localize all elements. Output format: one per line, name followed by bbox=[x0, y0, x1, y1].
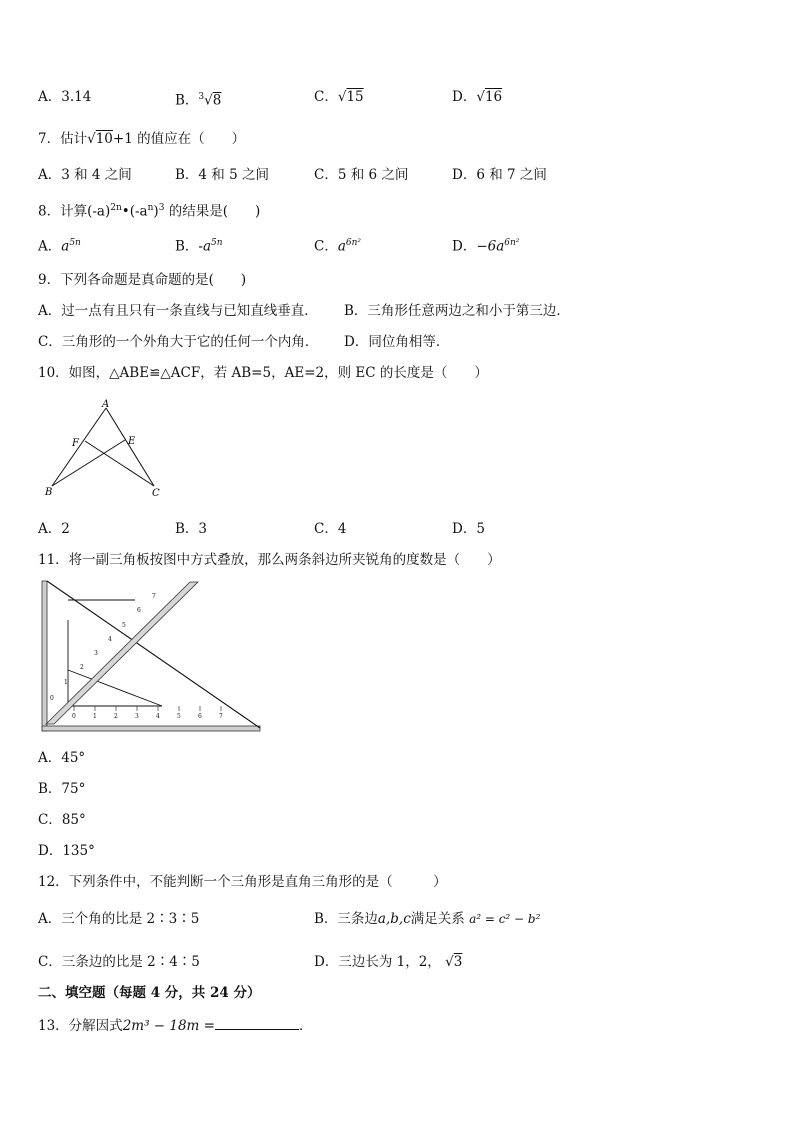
q11-tick-diag-7: 7 bbox=[152, 593, 156, 600]
q6-option-b[interactable]: B．$^3$√8 bbox=[175, 92, 222, 109]
q11-tick-bottom-0: 0 bbox=[72, 713, 76, 720]
q13-answer-blank[interactable] bbox=[215, 1015, 299, 1030]
section-title-fill-in: 二、填空题（每题 4 分，共 24 分） bbox=[38, 985, 261, 1001]
q6-option-d[interactable]: D．√16 bbox=[452, 89, 503, 105]
q11-tick-diag-2: 2 bbox=[80, 664, 84, 671]
q9-stem: 9．下列各命题是真命题的是( ) bbox=[38, 272, 247, 288]
q10-option-c[interactable]: C．4 bbox=[314, 521, 347, 537]
q9-option-d[interactable]: D．同位角相等． bbox=[344, 334, 450, 350]
q7-option-c[interactable]: C．5 和 6 之间 bbox=[314, 167, 409, 183]
q11-tick-bottom-6: 6 bbox=[198, 713, 202, 720]
q11-tick-bottom-5: 5 bbox=[177, 713, 181, 720]
q10-label-f: F bbox=[72, 438, 79, 449]
q9-option-c[interactable]: C．三角形的一个外角大于它的任何一个内角． bbox=[38, 334, 319, 350]
q11-tick-bottom-1: 1 bbox=[93, 713, 97, 720]
q6-option-c[interactable]: C．√15 bbox=[314, 89, 364, 105]
q6-option-a[interactable]: A．3.14 bbox=[38, 89, 92, 105]
q12-stem: 12．下列条件中，不能判断一个三角形是直角三角形的是（ ） bbox=[38, 874, 447, 890]
q8-option-b[interactable]: B．$-a^{5n}$ bbox=[175, 238, 223, 255]
q11-option-a[interactable]: A．45° bbox=[38, 750, 86, 766]
q11-tick-bottom-2: 2 bbox=[114, 713, 118, 720]
q13-stem: 13．分解因式2m³ − 18m = ． bbox=[38, 1015, 312, 1035]
q8-option-d[interactable]: D．$-6a^{6n^2}$ bbox=[452, 238, 520, 255]
q10-option-b[interactable]: B．3 bbox=[175, 521, 208, 537]
q8-stem: 8．计算$(-a)^{2n}•(-a^n)^3$ 的结果是( ) bbox=[38, 203, 261, 220]
q11-option-d[interactable]: D．135° bbox=[38, 843, 95, 859]
q8-option-c[interactable]: C．$a^{6n^2}$ bbox=[314, 238, 362, 255]
q11-set-squares-figure bbox=[40, 580, 264, 736]
q10-label-b: B bbox=[45, 487, 53, 498]
q10-label-e: E bbox=[128, 436, 136, 447]
q7-option-b[interactable]: B．4 和 5 之间 bbox=[175, 167, 269, 183]
q9-option-b[interactable]: B．三角形任意两边之和小于第三边． bbox=[344, 303, 570, 319]
q10-segment-be bbox=[52, 440, 125, 486]
q12-option-d[interactable]: D．三边长为 1，2， √3 bbox=[314, 954, 463, 970]
q12-option-a[interactable]: A．三个角的比是 2∶3∶5 bbox=[38, 911, 200, 927]
q11-square-left-edge bbox=[42, 581, 47, 731]
q11-option-b[interactable]: B．75° bbox=[38, 781, 86, 797]
q11-tick-diag-1: 1 bbox=[64, 679, 68, 686]
q10-side-ab bbox=[52, 408, 106, 486]
q10-label-c: C bbox=[152, 488, 160, 499]
q11-tick-bottom-3: 3 bbox=[135, 713, 139, 720]
q9-option-a[interactable]: A．过一点有且只有一条直线与已知直线垂直． bbox=[38, 303, 318, 319]
q11-stem: 11．将一副三角板按图中方式叠放，那么两条斜边所夹锐角的度数是（ ） bbox=[38, 552, 501, 568]
q11-square-bottom-edge bbox=[42, 726, 260, 731]
q11-tick-diag-6: 6 bbox=[137, 607, 141, 614]
q11-tick-diag-3: 3 bbox=[94, 650, 98, 657]
q10-segment-cf bbox=[85, 441, 154, 486]
q11-tick-bottom-4: 4 bbox=[156, 713, 160, 720]
q10-label-a: A bbox=[102, 399, 110, 410]
q7-option-a[interactable]: A．3 和 4 之间 bbox=[38, 167, 132, 183]
q12-option-c[interactable]: C．三条边的比是 2∶4∶5 bbox=[38, 954, 200, 970]
q7-option-d[interactable]: D．6 和 7 之间 bbox=[452, 167, 547, 183]
q10-stem: 10．如图，△ABE≌△ACF，若 AB=5，AE=2，则 EC 的长度是（ ） bbox=[38, 365, 488, 381]
q11-option-c[interactable]: C．85° bbox=[38, 812, 86, 828]
q10-triangle-figure bbox=[38, 396, 174, 504]
q6-b-root-index: 3 bbox=[198, 92, 205, 102]
q12-option-b[interactable]: B．三条边a,b,c满足关系 a² = c² − b² bbox=[314, 911, 541, 927]
q11-tick-diag-5: 5 bbox=[122, 622, 126, 629]
q11-tick-bottom-7: 7 bbox=[219, 713, 223, 720]
q7-stem: 7．估计√10+1 的值应在（ ） bbox=[38, 131, 246, 147]
q8-option-a[interactable]: A．$a^{5n}$ bbox=[38, 238, 81, 255]
q10-option-a[interactable]: A．2 bbox=[38, 521, 70, 537]
q11-tick-diag-0: 0 bbox=[50, 695, 54, 702]
q10-option-d[interactable]: D．5 bbox=[452, 521, 485, 537]
q11-tick-diag-4: 4 bbox=[108, 636, 112, 643]
q11-ruler-diagonal bbox=[46, 582, 198, 724]
